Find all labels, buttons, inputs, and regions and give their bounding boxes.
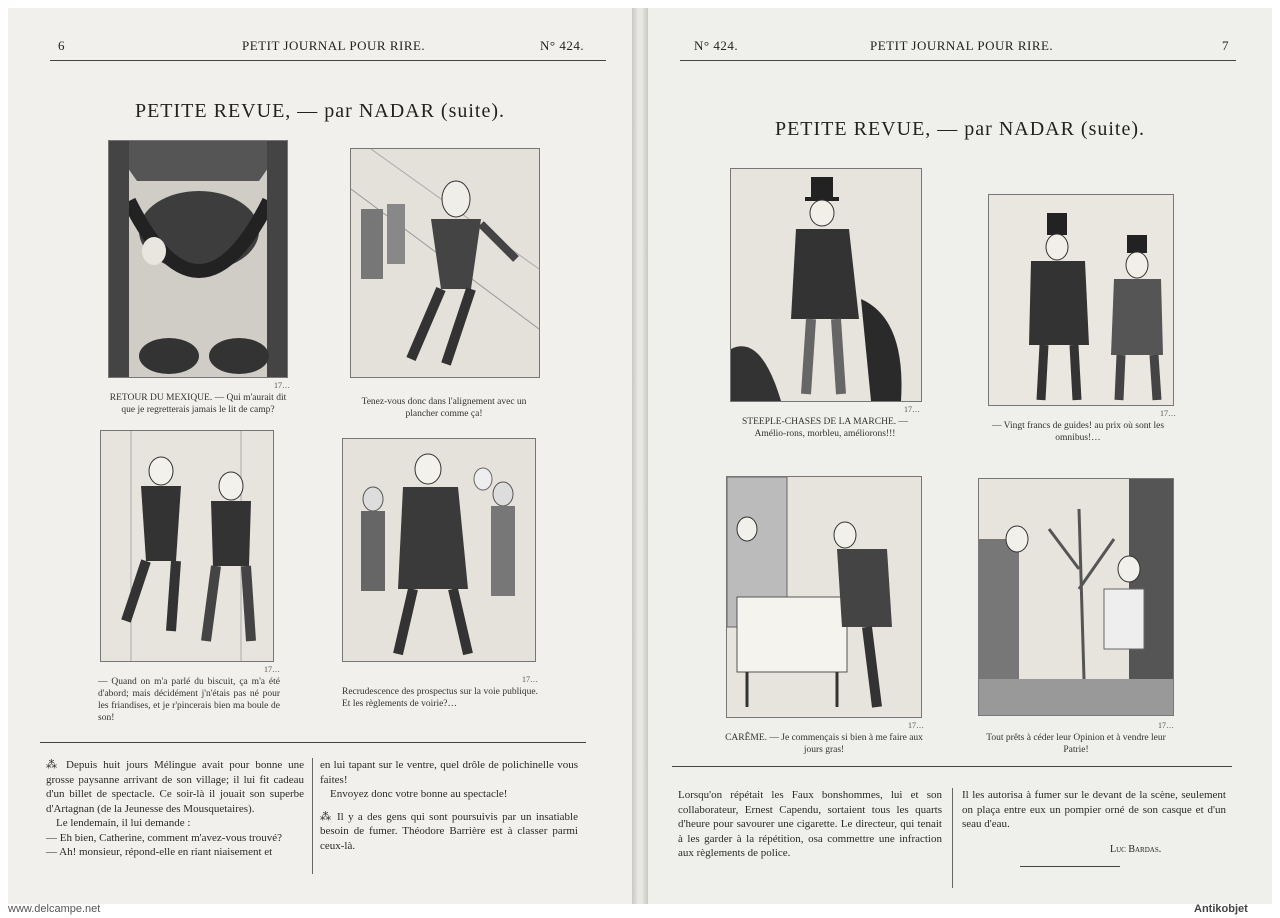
cartoon-3-caption: 17… — Quand on m'a parlé du biscuit, ça m'a été d'abord; mais décidément j'n'étais pas né pour les friandises, et je r'pincerais bien ma boule de son! bbox=[98, 665, 280, 723]
cartoon-hammock-illustration bbox=[108, 140, 288, 378]
cartoon-2-caption: Tenez-vous donc dans l'alignement avec un plancher comme ça! bbox=[361, 397, 527, 419]
left-page-title: PETITE REVUE, — par NADAR (suite). bbox=[134, 100, 506, 122]
signature-rule bbox=[1020, 866, 1120, 867]
right-page-number: 7 bbox=[1222, 38, 1229, 53]
cartoon-7-number: 17… bbox=[908, 721, 924, 730]
cartoon-7-caption: 17… CARÊME. — Je commençais si bien à me faire aux jours gras! bbox=[725, 721, 924, 755]
cartoon-8-number: 17… bbox=[1158, 721, 1174, 730]
right-anecdote-column-1: Lorsqu'on répétait les Faux bonshommes, lui et son collaborateur, Ernest Capendu, sortaient tous les quarts d'heure pour savourer une cigarette. Le directeur, qui tenait à les garder à la répétition, osa commettre une infraction aux règlements de police. bbox=[678, 789, 942, 859]
author-signature: Luc Bardas. bbox=[1110, 844, 1162, 855]
left-anecdote-column-1: ⁂ Depuis huit jours Mélingue avait pour bonne une grosse paysanne arrivant de son village; il lui fit cadeau d'un billet de spectacle. Ce soir-là il jouait son superbe d'Artagnan (de la Jeunesse des Mousquetaires). Le lendemain, il lui demande : — Eh bien, Catherine, comment m'avez-vous trouvé? — Ah! monsieur, répond-elle en riant niaisement et bbox=[46, 759, 304, 858]
left-page-number: 6 bbox=[58, 38, 65, 53]
cartoon-8-caption: 17… Tout prêts à céder leur Opinion et à vendre leur Patrie! bbox=[978, 720, 1174, 756]
cartoon-5-caption: 17… STEEPLE-CHASES DE LA MARCHE. — Amélio-rons, morbleu, améliorons!!! bbox=[730, 404, 920, 440]
right-text-divider bbox=[672, 766, 1232, 767]
right-issue-number: N° 424. bbox=[694, 38, 739, 53]
right-running-header bbox=[680, 34, 1236, 61]
watermark-right: Antikobjet bbox=[1194, 903, 1248, 915]
cartoon-street-illustration bbox=[978, 478, 1174, 716]
cartoon-6-caption: 17… — Vingt francs de guides! au prix où sont les omnibus!… bbox=[980, 408, 1176, 444]
right-page-title: PETITE REVUE, — par NADAR (suite). bbox=[774, 118, 1146, 140]
watermark-left: www.delcampe.net bbox=[8, 903, 101, 915]
cartoon-3-number: 17… bbox=[264, 665, 280, 674]
left-column-divider bbox=[312, 758, 313, 874]
cartoon-1-caption: 17… RETOUR DU MEXIQUE. — Qui m'aurait dit que je regretterais jamais le lit de camp? bbox=[106, 380, 290, 416]
cartoon-table-illustration bbox=[726, 476, 922, 718]
cartoon-two-gentlemen-illustration bbox=[988, 194, 1174, 406]
cartoon-5-number: 17… bbox=[904, 405, 920, 414]
right-anecdote-column-2: Il les autorisa à fumer sur le devant de la scène, seulement on plaça entre eux un pompier orné de son casque et d'un seau d'eau. bbox=[962, 789, 1226, 830]
right-column-divider bbox=[952, 788, 953, 888]
left-text-divider bbox=[40, 742, 586, 743]
cartoon-4-number: 17… bbox=[522, 675, 538, 684]
left-page bbox=[8, 8, 632, 904]
left-header-title: PETIT JOURNAL POUR RIRE. bbox=[242, 38, 426, 53]
cartoon-sailors-illustration bbox=[100, 430, 274, 662]
book-gutter bbox=[632, 8, 648, 904]
cartoon-soldier-illustration bbox=[350, 148, 540, 378]
right-page bbox=[648, 8, 1272, 904]
cartoon-1-number: 17… bbox=[274, 381, 290, 390]
left-running-header bbox=[50, 34, 606, 61]
cartoon-gentleman-illustration bbox=[730, 168, 922, 402]
right-header-title: PETIT JOURNAL POUR RIRE. bbox=[870, 38, 1054, 53]
cartoon-6-number: 17… bbox=[1160, 409, 1176, 418]
cartoon-4-caption: 17… Recrudescence des prospectus sur la voie publique. Et les règlements de voirie?… bbox=[342, 675, 538, 709]
left-anecdote-column-2: en lui tapant sur le ventre, quel drôle de polichinelle vous faites! Envoyez donc votre bonne au spectacle! ⁂ Il y a des gens qui sont poursuivis par un insatiable besoin de fumer. Théodore Barrière est à classer parmi ceux-là. bbox=[320, 759, 578, 852]
cartoon-crowd-illustration bbox=[342, 438, 536, 662]
left-issue-number: N° 424. bbox=[540, 38, 585, 53]
